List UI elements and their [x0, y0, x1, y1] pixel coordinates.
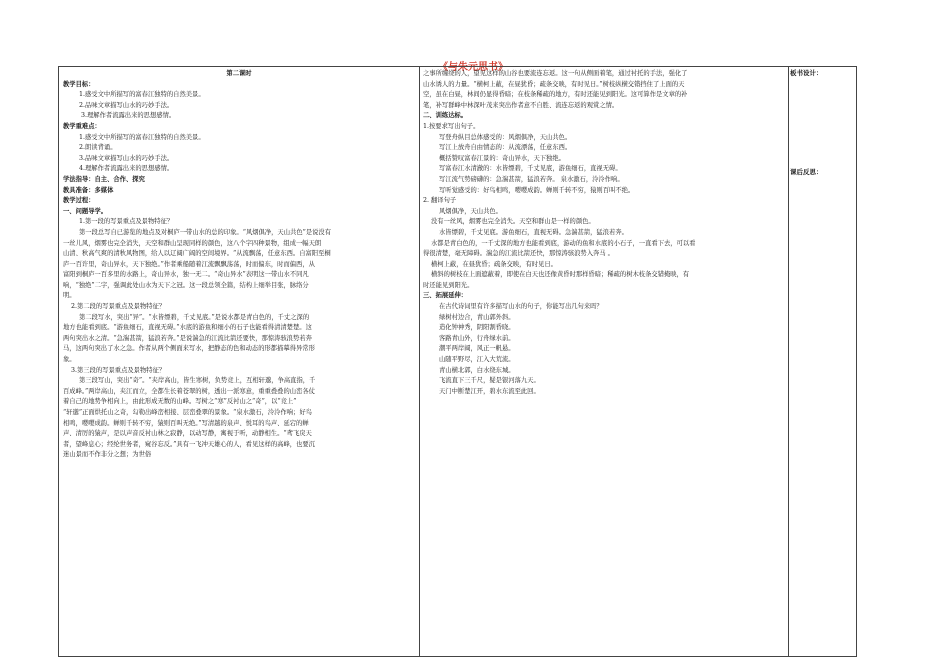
task-item: 写富春江水清澈的：水皆缥碧，千丈见底，游鱼细石，直视无碍。 [439, 165, 622, 173]
key-item: 2.朗读背诵。 [79, 144, 117, 152]
lesson-heading: 第二课时 [226, 70, 252, 77]
answer-line: 者，望峰息心；经纶世务者，窥谷忘反。”具有一飞冲天雄心的人，看见这样的高峰，也要沉 [63, 440, 315, 448]
goal-item: 2.品味文章描写山水的巧妙手法。 [79, 101, 174, 109]
answer-line: 地方也能看到底。“游鱼细石，直视无碍。”水底的游鱼和细小的石子也能看得清清楚楚。这 [63, 324, 312, 332]
extension-question: 在古代诗词里有许多描写山水的句子，你能写出几句来吗？ [439, 303, 603, 311]
answer-line: 第一段总写自已游览的地点及对桐庐一带山水的总的印象。“风烟俱净，天山共色”是说没有 [79, 228, 332, 236]
answer-line: 第二段写水，突出“异”。“水皆缥碧，千丈见底。”是说水都是青白色的，千丈之深的 [79, 313, 310, 321]
poem-line: 飞流直下三千尺，疑是银河落九天。 [439, 377, 540, 385]
poem-line: 天门中断楚江开，碧水东流至此回。 [439, 387, 540, 395]
task-item: 概括赞叹富春江景的：奇山异水，天下独绝。 [439, 154, 565, 162]
answer-line: 空，虽在白昼，林间仍显得昏暗；在枝条稀疏的地方，有时还能见到阳光。这可算作是文章的补 [423, 91, 688, 99]
answer-line: 山清、秋高气爽的清秋风物图，给人以辽阔广阔的空间境界。“从流飘荡，任意东西。自富阳至桐 [63, 250, 331, 258]
goals-heading: 教学目标： [63, 80, 95, 88]
answer-line: 相鸣，嘤嘤成韵。蝉则千转不穷，猿则百叫无绝。”写清越的泉声、悦耳的鸟声、延宕的蝉 [63, 419, 309, 427]
answer-line: 马，这两句突出了水之急。作者从两个侧面来写水，把静态的色和动态的形都描摹得异常形 [63, 345, 315, 353]
answer-line: 笔，补写群峰中林深叶茂来突出作者意不自胜、流连忘返的观赏之情。 [423, 101, 619, 109]
task-item: 写登舟纵目总体感受的：风烟俱净，天山共色。 [439, 133, 572, 141]
answer-line: “轩邈”正面烘托山之奇，勾勒出峰峦相接、层峦叠翠的景象。“泉水激石，泠泠作响；好鸟 [63, 409, 312, 416]
column-divider-right [788, 67, 789, 656]
answer-line: 声、清厉的猿声，是以声音反衬山林之寂静，以动写静，寓视于听，动静相生。“鸢飞戾天 [63, 430, 312, 438]
answer-line: 响，“独绝”二字，强调此处山水为天下之冠。这一段总领全篇，结构上细举目张，脉络分 [63, 281, 309, 289]
goal-item: 1.感受文中所描写的富春江独特的自然美景。 [79, 91, 205, 99]
answer-line: 象。 [63, 356, 76, 364]
answer-line: 富阳到桐庐一百多里的水路上，奇山异水，独一无二。“奇山异水”表明这一带山水不同凡 [63, 271, 309, 279]
task-item: 横柯上蔽，在昼犹昏；疏条交映，有时见日。 [431, 260, 557, 268]
task-item: 横斜的树枝在上面遮蔽着，即使在白天也还像黄昏时那样昏暗；稀疏的树木枝条交错掩映，有 [431, 271, 690, 279]
task-item: 得很清楚，毫无障碍。湍急的江流比箭还快，那惊涛骇浪势入奔马 。 [423, 250, 614, 258]
answer-line: 之事所缠绕的人，望见这样的山谷也要流连忘返。这一句从侧面着笔，通过衬托的手法，强化了 [423, 70, 688, 77]
task-item: 写江上放舟自由情态的：从流漂荡，任意东西。 [439, 144, 572, 152]
section-heading: 三、拓展延伸： [423, 292, 468, 300]
poem-line: 客路青山外，行舟绿水前。 [439, 334, 515, 342]
goal-item: 3.理解作者流露出来的思想感情。 [81, 112, 176, 120]
task-item: 时还能见到阳光。 [423, 281, 474, 289]
keys-heading: 教学重难点： [63, 122, 101, 130]
column-divider-left [419, 67, 420, 656]
answer-line: 庐一百许里，奇山异水，天下独绝。”作者乘船随着江流飘飘荡荡，时而偏东，时而偏西，从 [63, 260, 315, 268]
prep-line: 教具准备：多媒体 [63, 186, 114, 194]
answer-line: 百成峰。”两岸高山，夹江而立，全都生长着苍翠的树，透出一派寒意，重重叠叠的山峦各仗 [63, 387, 315, 395]
section-heading: 二、训练达标。 [423, 112, 468, 120]
key-item: 1.感受文中所描写的富春江独特的自然美景。 [79, 133, 205, 141]
left-column [63, 69, 415, 461]
poem-line: 造化钟神秀，阴阳割昏晓。 [439, 324, 515, 332]
question: 1.第一段的写景重点及景物特征？ [79, 218, 174, 226]
task-item: 风烟俱净，天山共色。 [439, 207, 502, 215]
poem-line: 潮平两岸阔，风正一帆悬。 [439, 345, 515, 353]
poem-line: 山随平野尽，江入大荒流。 [439, 356, 515, 364]
answer-line: 第三段写山，突出“奇”。“夹岸高山，皆生寒树，负势竞上，互相轩邈，争高直指，千 [79, 377, 316, 385]
poem-line: 绿树村边合，青山郭外斜。 [439, 313, 515, 321]
task-heading: 1.按要求写出句子。 [423, 122, 480, 130]
task-item: 写江流气势磅礴的：急湍甚箭，猛浪若奔。 泉水激石，泠泠作响。 [439, 175, 624, 183]
method-line: 学法指导：自主、合作、探究 [63, 175, 145, 183]
question: 2.第二段的写景重点及景物特征？ [71, 303, 166, 311]
answer-line: 着自己的地势争相向上，由此形成无数的山峰。写树之“寒”反衬山之“奇”，以“竞上” [63, 398, 297, 406]
answer-line: 两句突出水之清。“急湍甚箭，猛浪若奔。”是说湍急的江流比箭还要快，那惊涛骇浪势若奔 [63, 334, 312, 342]
key-item: 3.品味文章描写山水的巧妙手法。 [79, 154, 174, 162]
answer-line: 山水诱人的力量。“横柯上蔽，在昼犹昏；疏条交映，有时见日。”树枝纵横交错挡住了上面的天 [423, 80, 685, 88]
worksheet-frame [58, 66, 857, 657]
answer-line: 明。 [63, 292, 76, 300]
question: 3.第三段的写景重点及景物特征？ [71, 366, 166, 374]
task-heading: 2. 翻译句子 [423, 197, 457, 205]
document-title: 《与朱元思书》 [438, 62, 508, 73]
middle-column [423, 69, 785, 397]
section-heading: 一、问题导学。 [63, 207, 108, 215]
reflection-label: 课后反思： [790, 168, 823, 176]
answer-line: 一丝儿风，烟雾也完全消失，天空和群山呈现同样的颜色，这八个字四种景物，组成一幅天朗 [63, 239, 322, 247]
answer-line: 迷山景而不作非分之想；为世俗 [63, 451, 152, 459]
task-item: 水都是青白色的，一千丈深的地方也能看到底，游动的鱼和水底的小石子，一直看下去，可以看 [431, 239, 696, 247]
process-heading: 教学过程： [63, 197, 95, 205]
task-item: 写听觉感受的：好鸟相鸣，嘤嘤成韵。蝉则千转不穷，猿则百叫不绝。 [439, 186, 635, 194]
poem-line: 青山横北郭，白水绕东城。 [439, 366, 515, 374]
board-design-label: 板书设计： [790, 69, 823, 77]
task-item: 没有一丝风，烟雾也完全消失。天空和群山是一样的颜色。 [431, 218, 595, 226]
task-item: 水皆缥碧，千丈见底。游鱼细石，直视无碍。急湍甚箭，猛浪若奔。 [439, 228, 628, 236]
key-item: 4.理解作者流露出来的思想感情。 [79, 165, 174, 173]
